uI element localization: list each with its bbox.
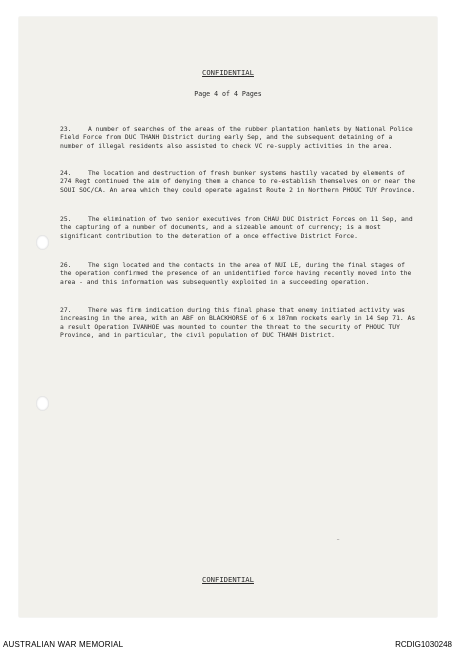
paragraph-text: The location and destruction of fresh bunker systems hastily vacated by elements of 274 Regt continued the aim of denying them a chance to re-establish themselves on or near the SOUI SOC/CA. An area which they could operate against Route 2 in Northern PHOUC TUY Province. xyxy=(60,170,416,194)
archive-credit: AUSTRALIAN WAR MEMORIAL xyxy=(3,640,124,649)
paragraph-23 xyxy=(60,126,416,151)
paragraph-24 xyxy=(60,170,416,195)
document-page xyxy=(19,17,437,617)
paragraph-number: 26. xyxy=(60,262,72,269)
pen-mark: ⁻ xyxy=(336,537,341,545)
paragraph-number: 27. xyxy=(60,307,72,314)
paragraph-text: The sign located and the contacts in the area of NUI LE, during the final stages of the operation confirmed the presence of an unidentified force having recently moved into the area - and this information was subsequently exploited in a succeeding operation. xyxy=(60,262,412,286)
paragraph-text: The elimination of two senior executives from CHAU DUC District Forces on 11 Sep, and the capturing of a number of documents, and a sizeable amount of currency; is a most significant contribution to the deteration of a once effective District Force. xyxy=(60,216,413,240)
record-id: RCDIG1030248 xyxy=(395,640,452,649)
paragraph-number: 23. xyxy=(60,126,72,133)
paragraph-text: There was firm indication during this final phase that enemy initiated activity was increasing in the area, with an ABF on BLACKHORSE of 6 x 107mm rockets early in 14 Sep 71. As a result Operation IVANHOE was mounted to counter the threat to the security of PHOUC TUY Province, and in particular, the civil population of DUC THANH District. xyxy=(60,307,416,340)
punch-hole xyxy=(36,235,49,250)
paragraph-text: A number of searches of the areas of the rubber plantation hamlets by National Police Field Force from DUC THANH District during early Sep, and the subsequent detaining of a number of illegal residents also assisted to check VC re-supply activities in the area. xyxy=(60,126,413,150)
punch-hole xyxy=(36,396,49,411)
paragraph-number: 25. xyxy=(60,216,72,223)
page-indicator: Page 4 of 4 Pages xyxy=(194,90,262,98)
paragraph-27 xyxy=(60,307,416,341)
footer-classification: CONFIDENTIAL xyxy=(202,575,254,584)
paragraph-25 xyxy=(60,216,416,241)
paragraph-26 xyxy=(60,262,416,287)
header-classification: CONFIDENTIAL xyxy=(202,68,254,77)
paragraph-number: 24. xyxy=(60,170,72,177)
